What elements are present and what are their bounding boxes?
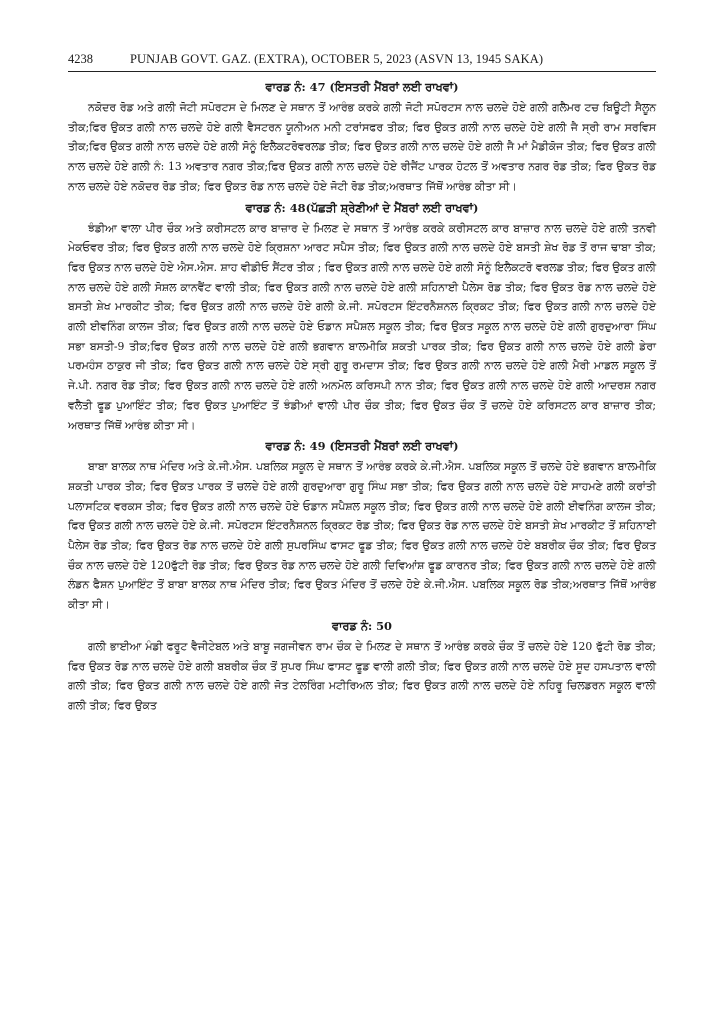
ward-49-heading: ਵਾਰਡ ਨੰ: 49 (ਇਸਤਰੀ ਮੈਂਬਰਾਂ ਲਈ ਰਾਖਵਾਂ) [265,439,459,454]
running-title: PUNJAB GOVT. GAZ. (EXTRA), OCTOBER 5, 2023 (ASVN 13, 1945 SAKA) [130,52,544,66]
ward-50-heading: ਵਾਰਡ ਨੰ: 50 [332,618,392,633]
gazette-page [68,52,656,716]
ward-48-boundary-text: ਝੰਡੀਆ ਵਾਲਾ ਪੀਰ ਚੌਕ ਅਤੇ ਕਰੀਸਟਲ ਕਾਰ ਬਾਜ਼ਾਰ ਦੇ ਮਿਲਣ ਦੇ ਸਥਾਨ ਤੋਂ ਆਰੰਭ ਕਰਕੇ ਕਰੀਸਟਲ ਕਾਰ ਬਾਜ਼ਾਰ ਨਾਲ ਚਲਦੇ ਹੋਏ ਗਲੀ ਤਨਵੀ ਮੇਕਓਵਰ ਤੀਕ; ਫਿਰ ਉਕਤ ਗਲੀ ਨਾਲ ਚਲਦੇ ਹੋਏ ਕ੍ਰਿਸ਼ਨਾ ਆਰਟ ਸਪੈਸ ਤੀਕ; ਫਿਰ ਉਕਤ ਗਲੀ ਨਾਲ ਚਲਦੇ ਹੋਏ ਬਸਤੀ ਸ਼ੇਖ ਰੋਡ ਤੋਂ ਰਾਜ ਢਾਬਾ ਤੀਕ; ਫਿਰ ਉਕਤ ਨਾਲ ਚਲਦੇ ਹੋਏ ਐਸ.ਐਸ. ਸ਼ਾਹ ਵੀਡੀਓ ਸੈਂਟਰ ਤੀਕ ; ਫਿਰ ਉਕਤ ਗਲੀ ਨਾਲ ਚਲਦੇ ਹੋਏ ਗਲੀ ਸੋਨੂੰ ਇਲੈਕਟਰੋ ਵਰਲਡ ਤੀਕ; ਫਿਰ ਉਕਤ ਗਲੀ ਨਾਲ ਚਲਦੇ ਹੋਏ ਗਲੀ ਸੋਸ਼ਲ ਕਾਨਵੈਂਟ ਵਾਲੀ ਤੀਕ; ਫਿਰ ਉਕਤ ਗਲੀ ਨਾਲ ਚਲਦੇ ਹੋਏ ਗਲੀ ਸ਼ਹਿਨਾਈ ਪੈਲੇਸ ਰੋਡ ਤੀਕ; ਫਿਰ ਉਕਤ ਰੋਡ ਨਾਲ ਚਲਦੇ ਹੋਏ ਬਸਤੀ ਸ਼ੇਖ ਮਾਰਕੀਟ ਤੀਕ; ਫਿਰ ਉਕਤ ਗਲੀ ਨਾਲ ਚਲਦੇ ਹੋਏ ਗਲੀ ਕੇ.ਜੀ. ਸਪੋਰਟਸ ਇੰਟਰਨੈਸ਼ਨਲ ਕ੍ਰਿਕਟ ਤੀਕ; ਫਿਰ ਉਕਤ ਗਲੀ ਨਾਲ ਚਲਦੇ ਹੋਏ ਗਲੀ ਈਵਨਿੰਗ ਕਾਲਜ ਤੀਕ; ਫਿਰ ਉਕਤ ਗਲੀ ਨਾਲ ਚਲਦੇ ਹੋਏ ਓਡਾਨ ਸਪੈਸ਼ਲ ਸਕੂਲ ਤੀਕ; ਫਿਰ ਉਕਤ ਸਕੂਲ ਨਾਲ ਚਲਦੇ ਹੋਏ ਗਲੀ ਗੁਰਦੁਆਰਾ ਸਿੰਘ ਸਭਾ ਬਸਤੀ-9 ਤੀਕ;ਫਿਰ ਉਕਤ ਗਲੀ ਨਾਲ ਚਲਦੇ ਹੋਏ ਗਲੀ ਭਗਵਾਨ ਬਾਲਮੀਕਿ ਸ਼ਕਤੀ ਪਾਰਕ ਤੀਕ; ਫਿਰ ਉਕਤ ਗਲੀ ਨਾਲ ਚਲਦੇ ਹੋਏ ਗਲੀ ਡੇਰਾ ਪਰਮਹੰਸ ਠਾਕੁਰ ਜੀ ਤੀਕ; ਫਿਰ ਉਕਤ ਗਲੀ ਨਾਲ ਚਲਦੇ ਹੋਏ ਸ੍ਰੀ ਗੁਰੂ ਰਮਦਾਸ ਤੀਕ; ਫਿਰ ਉਕਤ ਗਲੀ ਨਾਲ ਚਲਦੇ ਹੋਏ ਗਲੀ ਮੈਰੀ ਮਾਡਲ ਸਕੂਲ ਤੋਂ ਜੇ.ਪੀ. ਨਗਰ ਰੋਡ ਤੀਕ; ਫਿਰ ਉਕਤ ਗਲੀ ਨਾਲ ਚਲਦੇ ਹੋਏ ਗਲੀ ਅਨਮੋਲ ਕਰਿਸਪੀ ਨਾਨ ਤੀਕ; ਫਿਰ ਉਕਤ ਗਲੀ ਨਾਲ ਚਲਦੇ ਹੋਏ ਗਲੀ ਆਦਰਸ਼ ਨਗਰ ਵਲੈਤੀ ਫੂਡ ਪੁਆਇੰਟ ਤੀਕ; ਫਿਰ ਉਕਤ ਪੁਆਇੰਟ ਤੋਂ ਝੰਡੀਆਂ ਵਾਲੀ ਪੀਰ ਚੌਕ ਤੀਕ; ਫਿਰ ਉਕਤ ਚੌਕ ਤੋਂ ਚਲਦੇ ਹੋਏ ਕਰਿਸਟਲ ਕਾਰ ਬਾਜ਼ਾਰ ਤੀਕ; ਅਰਥਾਤ ਜਿੱਥੋਂ ਆਰੰਭ ਕੀਤਾ ਸੀ। [68,221,656,432]
ward-47-boundary-text: ਨਕੋਦਰ ਰੋਡ ਅਤੇ ਗਲੀ ਜੋਟੀ ਸਪੋਰਟਸ ਦੇ ਮਿਲਣ ਦੇ ਸਥਾਨ ਤੋਂ ਆਰੰਭ ਕਰਕੇ ਗਲੀ ਜੋਟੀ ਸਪੋਰਟਸ ਨਾਲ ਚਲਦੇ ਹੋਏ ਗਲੀ ਗਲੈਮਰ ਟਚ ਬਿਊਟੀ ਸੈਲੂਨ ਤੀਕ;ਫਿਰ ਉਕਤ ਗਲੀ ਨਾਲ ਚਲਦੇ ਹੋਏ ਗਲੀ ਵੈਸਟਰਨ ਯੂਨੀਅਨ ਮਨੀ ਟਰਾਂਸਫਰ ਤੀਕ; ਫਿਰ ਉਕਤ ਗਲੀ ਨਾਲ ਚਲਦੇ ਹੋਏ ਗਲੀ ਜੈ ਸ੍ਰੀ ਰਾਮ ਸਰਵਿਸ ਤੀਕ;ਫਿਰ ਉਕਤ ਗਲੀ ਨਾਲ ਚਲਦੇ ਹੋਏ ਗਲੀ ਸੋਨੂੰ ਇਲੈਕਟਰੋਵਰਲਡ ਤੀਕ; ਫਿਰ ਉਕਤ ਗਲੀ ਨਾਲ ਚਲਦੇ ਹੋਏ ਗਲੀ ਜੈ ਮਾਂ ਮੈਡੀਕੋਜ ਤੀਕ; ਫਿਰ ਉਕਤ ਗਲੀ ਨਾਲ ਚਲਦੇ ਹੋਏ ਗਲੀ ਨੰ: 13 ਅਵਤਾਰ ਨਗਰ ਤੀਕ;ਫਿਰ ਉਕਤ ਗਲੀ ਨਾਲ ਚਲਦੇ ਹੋਏ ਰੀਜੈਂਟ ਪਾਰਕ ਹੋਟਲ ਤੋਂ ਅਵਤਾਰ ਨਗਰ ਰੋਡ ਤੀਕ; ਫਿਰ ਉਕਤ ਰੋਡ ਨਾਲ ਚਲਦੇ ਹੋਏ ਨਕੋਦਰ ਰੋਡ ਤੀਕ; ਫਿਰ ਉਕਤ ਰੋਡ ਨਾਲ ਚਲਦੇ ਹੋਏ ਜੋਟੀ ਰੋਡ ਤੀਕ;ਅਰਥਾਤ ਜਿੱਥੋਂ ਆਰੰਭ ਕੀਤਾ ਸੀ। [68,101,656,193]
ward-48-heading: ਵਾਰਡ ਨੰ: 48(ਪੱਛੜੀ ਸ਼੍ਰੇਣੀਆਂ ਦੇ ਮੈਂਬਰਾਂ ਲਈ ਰਾਖਵਾਂ) [245,200,479,215]
ward-47-heading: ਵਾਰਡ ਨੰ: 47 (ਇਸਤਰੀ ਮੈਂਬਰਾਂ ਲਈ ਰਾਖਵਾਂ) [265,80,459,94]
page-number: 4238 [68,52,93,66]
ward-49-boundary-text: ਬਾਬਾ ਬਾਲਕ ਨਾਥ ਮੰਦਿਰ ਅਤੇ ਕੇ.ਜੀ.ਐਸ. ਪਬਲਿਕ ਸਕੂਲ ਦੇ ਸਥਾਨ ਤੋਂ ਆਰੰਭ ਕਰਕੇ ਕੇ.ਜੀ.ਐਸ. ਪਬਲਿਕ ਸਕੂਲ ਤੋਂ ਚਲਦੇ ਹੋਏ ਭਗਵਾਨ ਬਾਲਮੀਕਿ ਸ਼ਕਤੀ ਪਾਰਕ ਤੀਕ; ਫਿਰ ਉਕਤ ਪਾਰਕ ਤੋਂ ਚਲਦੇ ਹੋਏ ਗਲੀ ਗੁਰਦੁਆਰਾ ਗੁਰੂ ਸਿੰਘ ਸਭਾ ਤੀਕ; ਫਿਰ ਉਕਤ ਗਲੀ ਨਾਲ ਚਲਦੇ ਹੋਏ ਸਾਹਮਣੇ ਗਲੀ ਕਰਾਂਤੀ ਪਲਾਸਟਿਕ ਵਰਕਸ ਤੀਕ; ਫਿਰ ਉਕਤ ਗਲੀ ਨਾਲ ਚਲਦੇ ਹੋਏ ਓਡਾਨ ਸਪੈਸ਼ਲ ਸਕੂਲ ਤੀਕ; ਫਿਰ ਉਕਤ ਗਲੀ ਨਾਲ ਚਲਦੇ ਹੋਏ ਗਲੀ ਈਵਨਿੰਗ ਕਾਲਜ ਤੀਕ; ਫਿਰ ਉਕਤ ਗਲੀ ਨਾਲ ਚਲਦੇ ਹੋਏ ਕੇ.ਜੀ. ਸਪੋਰਟਸ ਇੰਟਰਨੈਸ਼ਨਲ ਕ੍ਰਿਕਟ ਰੋਡ ਤੀਕ; ਫਿਰ ਉਕਤ ਰੋਡ ਨਾਲ ਚਲਦੇ ਹੋਏ ਬਸਤੀ ਸ਼ੇਖ ਮਾਰਕੀਟ ਤੋਂ ਸ਼ਹਿਨਾਈ ਪੈਲੇਸ ਰੋਡ ਤੀਕ; ਫਿਰ ਉਕਤ ਰੋਡ ਨਾਲ ਚਲਦੇ ਹੋਏ ਗਲੀ ਸੁਪਰਸਿੰਘ ਫਾਸਟ ਫੂਡ ਤੀਕ; ਫਿਰ ਉਕਤ ਗਲੀ ਨਾਲ ਚਲਦੇ ਹੋਏ ਬਬਰੀਕ ਚੌਕ ਤੀਕ; ਫਿਰ ਉਕਤ ਚੌਕ ਨਾਲ ਚਲਦੇ ਹੋਏ 120ਫੁੱਟੀ ਰੋਡ ਤੀਕ; ਫਿਰ ਉਕਤ ਰੋਡ ਨਾਲ ਚਲਦੇ ਹੋਏ ਗਲੀ ਦਿਵਿਆਂਸ਼ ਫੂਡ ਕਾਰਨਰ ਤੀਕ; ਫਿਰ ਉਕਤ ਗਲੀ ਨਾਲ ਚਲਦੇ ਹੋਏ ਗਲੀ ਲੰਡਨ ਫੈਸ਼ਨ ਪੁਆਇੰਟ ਤੋਂ ਬਾਬਾ ਬਾਲਕ ਨਾਥ ਮੰਦਿਰ ਤੀਕ; ਫਿਰ ਉਕਤ ਮੰਦਿਰ ਤੋਂ ਚਲਦੇ ਹੋਏ ਕੇ.ਜੀ.ਐਸ. ਪਬਲਿਕ ਸਕੂਲ ਰੋਡ ਤੀਕ;ਅਰਥਾਤ ਜਿੱਥੋਂ ਆਰੰਭ ਕੀਤਾ ਸੀ। [68,460,656,612]
ward-50-boundary-text: ਗਲੀ ਭਾਈਆ ਮੰਡੀ ਫਰੂਟ ਵੈਜੀਟੇਬਲ ਅਤੇ ਬਾਬੂ ਜਗਜੀਵਨ ਰਾਮ ਚੌਕ ਦੇ ਮਿਲਣ ਦੇ ਸਥਾਨ ਤੋਂ ਆਰੰਭ ਕਰਕੇ ਚੌਕ ਤੋਂ ਚਲਦੇ ਹੋਏ 120 ਫੁੱਟੀ ਰੋਡ ਤੀਕ; ਫਿਰ ਉਕਤ ਰੋਡ ਨਾਲ ਚਲਦੇ ਹੋਏ ਗਲੀ ਬਬਰੀਕ ਚੌਕ ਤੋਂ ਸੁਪਰ ਸਿੰਘ ਫਾਸਟ ਫੂਡ ਵਾਲੀ ਗਲੀ ਤੀਕ; ਫਿਰ ਉਕਤ ਗਲੀ ਨਾਲ ਚਲਦੇ ਹੋਏ ਸੂਦ ਹਸਪਤਾਲ ਵਾਲੀ ਗਲੀ ਤੀਕ; ਫਿਰ ਉਕਤ ਗਲੀ ਨਾਲ ਚਲਦੇ ਹੋਏ ਗਲੀ ਜੋਤ ਟੇਲਰਿੰਗ ਮਟੀਰਿਅਲ ਤੀਕ; ਫਿਰ ਉਕਤ ਗਲੀ ਨਾਲ ਚਲਦੇ ਹੋਏ ਨਹਿਰੂ ਚਿਲਡਰਨ ਸਕੂਲ ਵਾਲੀ ਗਲੀ ਤੀਕ; ਫਿਰ ਉਕਤ [68,639,656,712]
page-header [68,52,656,72]
